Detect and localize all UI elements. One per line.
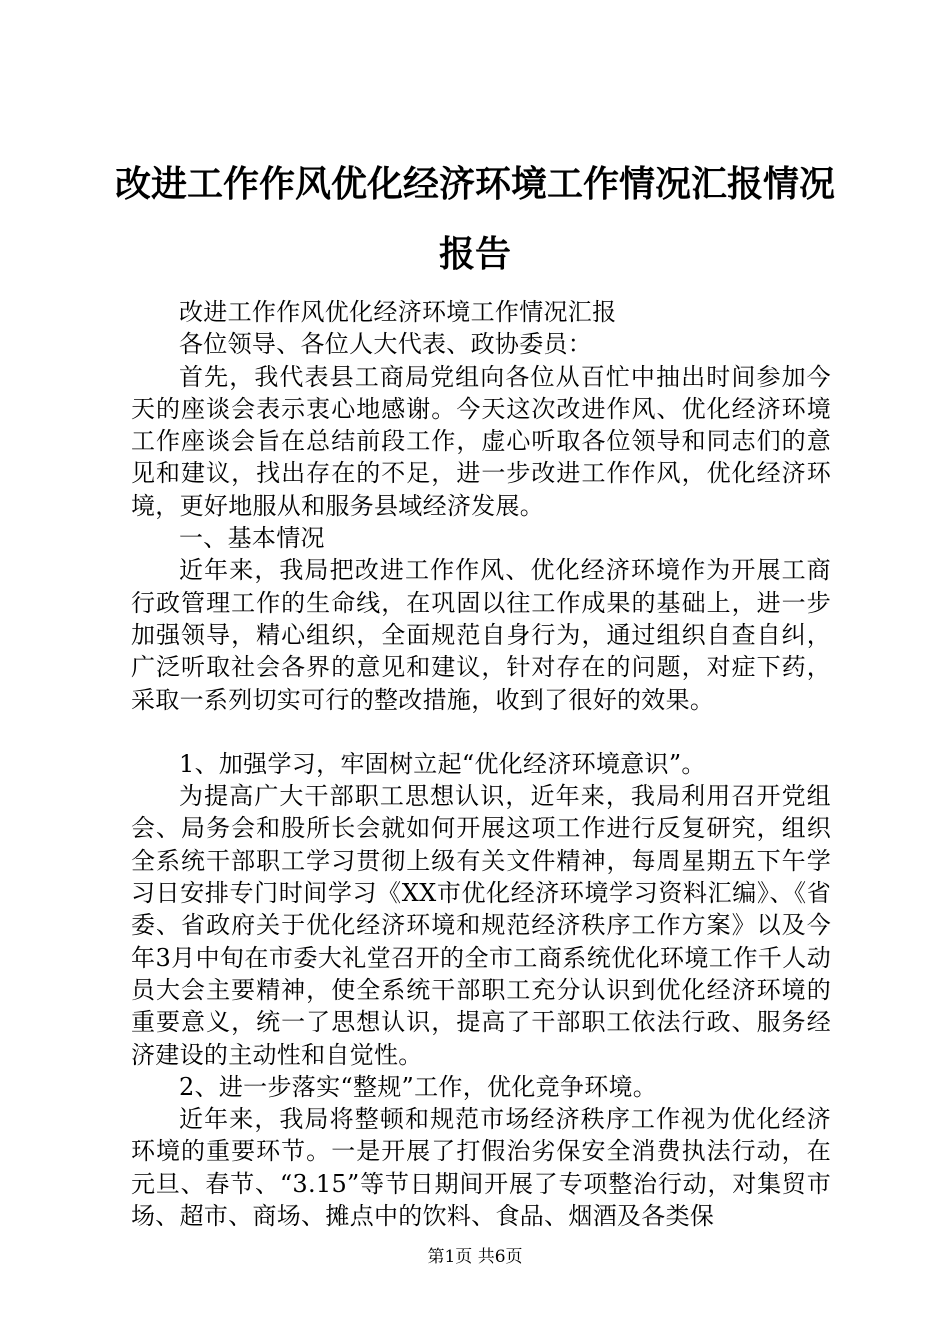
document-body [131,296,831,1232]
page-footer: 第1页 共6页 [427,1247,523,1267]
paragraph-opening: 首先，我代表县工商局党组向各位从百忙中抽出时间参加今天的座谈会表示衷心地感谢。今天这次改进作风、优化经济环境工作座谈会旨在总结前段工作，虚心听取各位领导和同志们的意见和建议，找出存在的不足，进一步改进工作作风，优化经济环境，更好地服从和服务县域经济发展。 [131,362,831,520]
paragraph-regulation: 近年来，我局将整顿和规范市场经济秩序工作视为优化经济环境的重要环节。一是开展了打假治劣保安全消费执法行动，在元旦、春节、“3.15”等节日期间开展了专项整治行动，对集贸市场、超市、商场、摊点中的饮料、食品、烟酒及各类保 [131,1105,831,1231]
paragraph-report-heading: 改进工作作风优化经济环境工作情况汇报 [179,298,617,326]
paragraph-study: 为提高广大干部职工思想认识，近年来，我局利用召开党组会、局务会和股所长会就如何开展这项工作进行反复研究，组织全系统干部职工学习贯彻上级有关文件精神，每周星期五下午学习日安排专门时间学习《XX市优化经济环境学习资料汇编》、《省委、省政府关于优化经济环境和规范经济秩序工作方案》以及今年3月中旬在市委大礼堂召开的全市工商系统优化环境工作千人动员大会主要精神，使全系统干部职工充分认识到优化经济环境的重要意义，统一了思想认识，提高了干部职工依法行政、服务经济建设的主动性和自觉性。 [131,782,831,1069]
paragraph-overview: 近年来，我局把改进工作作风、优化经济环境作为开展工商行政管理工作的生命线，在巩固以往工作成果的基础上，进一步加强领导，精心组织，全面规范自身行为，通过组织自查自纠，广泛听取社会各界的意见和建议，针对存在的问题，对症下药，采取一系列切实可行的整改措施，收到了很好的效果。 [131,556,831,714]
title-line-1: 改进工作作风优化经济环境工作情况汇报情况 [114,164,835,205]
title-line-2: 报告 [438,234,511,275]
subheading-regulation: 2、进一步落实“整规”工作，优化竞争环境。 [179,1072,658,1101]
paragraph-salutation: 各位领导、各位人大代表、政协委员： [179,330,593,359]
section-heading-basic: 一、基本情况 [179,524,325,553]
subheading-study: 1、加强学习，牢固树立起“优化经济环境意识”。 [179,749,706,778]
document-title [110,150,840,290]
